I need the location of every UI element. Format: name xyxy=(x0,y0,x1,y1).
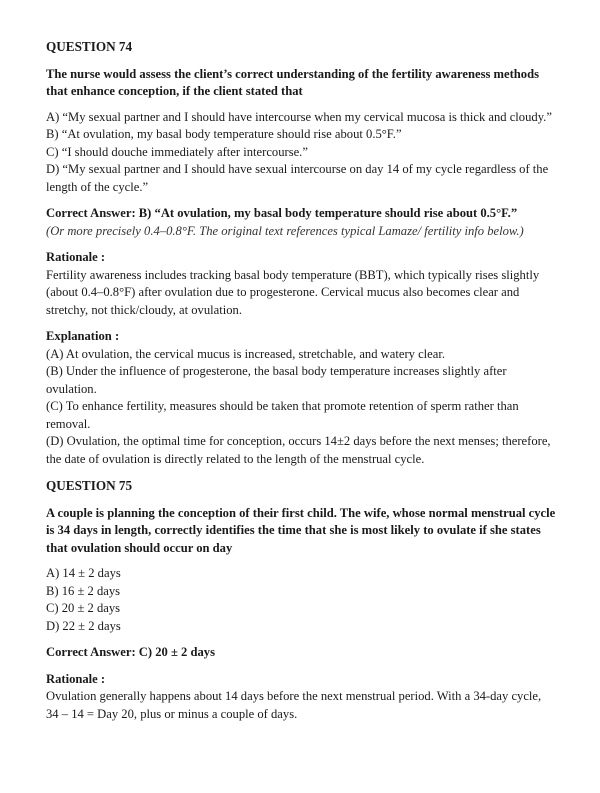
explanation-label: Explanation : xyxy=(46,329,120,343)
explanation-b: (B) Under the influence of progesterone, the basal body temperature increases slightly after ovulation. xyxy=(46,364,507,396)
question-stem: The nurse would assess the client’s correct understanding of the fertility awareness methods that enhance conception, if the client stated that xyxy=(46,66,539,98)
answer-note: (Or more precisely 0.4–0.8°F. The original text references typical Lamaze/ fertility info below.) xyxy=(46,223,524,238)
rationale-label: Rationale : xyxy=(46,671,106,686)
option-b: B) “At ovulation, my basal body temperature should rise about 0.5°F.” xyxy=(46,127,402,141)
rationale-text: Ovulation generally happens about 14 days before the next menstrual period. With a 34-day cycle, 34 – 14 = Day 20, plus or minus a couple of days. xyxy=(46,689,542,721)
explanation-a: (A) At ovulation, the cervical mucus is increased, stretchable, and watery clear. xyxy=(46,346,445,361)
option-d: D) “My sexual partner and I should have sexual intercourse on day 14 of my cycle regardless of the length of the cycle.” xyxy=(46,162,549,194)
option-a: A) 14 ± 2 days xyxy=(46,566,121,580)
document-page xyxy=(46,38,556,723)
explanation-d: (D) Ovulation, the optimal time for conception, occurs 14±2 days before the next menses; therefore, the date of ovulation is directly related to the length of the menstrual cycle. xyxy=(46,434,551,466)
question-74 xyxy=(46,38,556,468)
correct-answer: Correct Answer: B) “At ovulation, my basal body temperature should rise about 0.5°F.” xyxy=(46,206,518,220)
rationale-text: Fertility awareness includes tracking basal body temperature (BBT), which typically rises slightly (about 0.4–0.8°F) after ovulation due to progesterone. Cervical mucus also becomes clear and stretchy, not thick/cloudy, at ovulation. xyxy=(46,267,540,317)
option-d: D) 22 ± 2 days xyxy=(46,618,121,633)
question-heading: QUESTION 75 xyxy=(46,478,133,493)
option-b: B) 16 ± 2 days xyxy=(46,583,121,598)
rationale-label: Rationale : xyxy=(46,250,106,264)
option-c: C) “I should douche immediately after intercourse.” xyxy=(46,144,308,159)
answer-options xyxy=(46,565,556,635)
explanation-c: (C) To enhance fertility, measures should be taken that promote retention of sperm rather than removal. xyxy=(46,399,519,431)
answer-options xyxy=(46,109,556,197)
correct-answer: Correct Answer: C) 20 ± 2 days xyxy=(46,645,215,659)
option-a: A) “My sexual partner and I should have intercourse when my cervical mucosa is thick and cloudy.” xyxy=(46,109,552,124)
question-stem: A couple is planning the conception of their first child. The wife, whose normal menstrual cycle is 34 days in length, correctly identifies the time that she is most likely to ovulate if she states that ovulation should occur on day xyxy=(46,505,556,555)
question-heading: QUESTION 74 xyxy=(46,39,133,54)
option-c: C) 20 ± 2 days xyxy=(46,601,121,615)
question-75 xyxy=(46,477,556,723)
